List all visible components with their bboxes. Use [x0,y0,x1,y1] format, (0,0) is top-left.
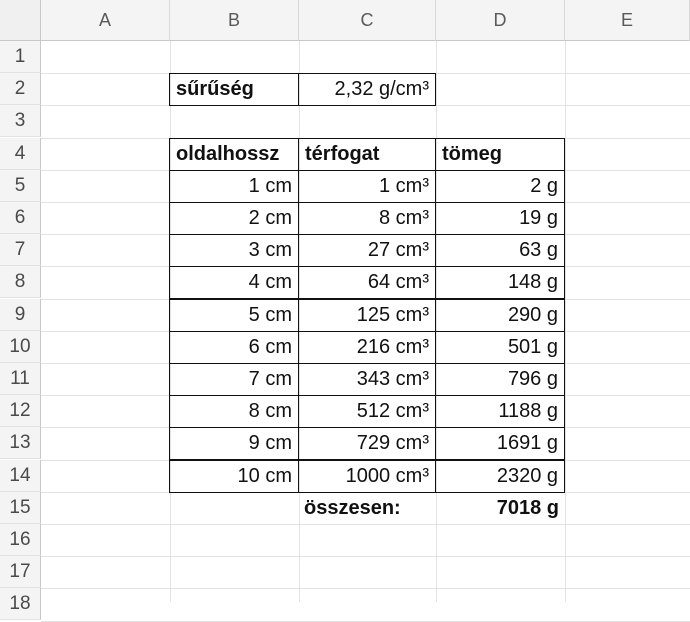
volume-cell[interactable]: 8 cm³ [298,202,436,235]
column-header-b[interactable]: B [170,0,299,41]
mass-cell[interactable]: 2320 g [435,460,565,493]
row-header-8[interactable]: 8 [0,266,41,298]
row-header-12[interactable]: 12 [0,395,41,427]
total-value-cell[interactable]: 7018 g [496,496,559,519]
side-length-cell[interactable]: 1 cm [169,170,299,203]
column-header-c[interactable]: C [299,0,436,41]
volume-cell[interactable]: 343 cm³ [298,363,436,396]
volume-cell[interactable]: 729 cm³ [298,427,436,460]
row-header-16[interactable]: 16 [0,524,41,556]
gridline-vertical [565,41,566,602]
side-length-header[interactable]: oldalhossz [169,138,299,171]
mass-cell[interactable]: 796 g [435,363,565,396]
mass-header[interactable]: tömeg [435,138,565,171]
row-header-3[interactable]: 3 [0,105,41,137]
column-header-a[interactable]: A [41,0,170,41]
volume-cell[interactable]: 27 cm³ [298,234,436,267]
volume-cell[interactable]: 216 cm³ [298,331,436,364]
column-header-e[interactable]: E [565,0,690,41]
volume-cell[interactable]: 1 cm³ [298,170,436,203]
side-length-cell[interactable]: 10 cm [169,460,299,493]
row-header-5[interactable]: 5 [0,170,41,202]
row-header-2[interactable]: 2 [0,73,41,105]
side-length-cell[interactable]: 6 cm [169,331,299,364]
row-header-7[interactable]: 7 [0,234,41,266]
side-length-cell[interactable]: 9 cm [169,427,299,460]
side-length-cell[interactable]: 2 cm [169,202,299,235]
mass-cell[interactable]: 2 g [435,170,565,203]
row-header-14[interactable]: 14 [0,460,41,492]
gridline-horizontal [41,588,690,589]
row-header-15[interactable]: 15 [0,492,41,524]
side-length-cell[interactable]: 4 cm [169,266,299,299]
mass-cell[interactable]: 1188 g [435,395,565,428]
row-header-4[interactable]: 4 [0,138,41,170]
row-header-18[interactable]: 18 [0,588,41,620]
row-header-9[interactable]: 9 [0,299,41,331]
volume-cell[interactable]: 125 cm³ [298,299,436,332]
mass-cell[interactable]: 1691 g [435,427,565,460]
density-label-cell[interactable]: sűrűség [169,73,299,106]
volume-cell[interactable]: 64 cm³ [298,266,436,299]
select-all-corner[interactable] [0,0,41,41]
mass-cell[interactable]: 63 g [435,234,565,267]
mass-cell[interactable]: 501 g [435,331,565,364]
row-header-13[interactable]: 13 [0,427,41,459]
volume-header[interactable]: térfogat [298,138,436,171]
row-header-17[interactable]: 17 [0,556,41,588]
mass-cell[interactable]: 148 g [435,266,565,299]
row-header-11[interactable]: 11 [0,363,41,395]
density-value-cell[interactable]: 2,32 g/cm³ [298,73,436,106]
side-length-cell[interactable]: 8 cm [169,395,299,428]
row-header-6[interactable]: 6 [0,202,41,234]
volume-cell[interactable]: 512 cm³ [298,395,436,428]
side-length-cell[interactable]: 3 cm [169,234,299,267]
row-header-10[interactable]: 10 [0,331,41,363]
total-label-cell[interactable]: összesen: [304,496,401,519]
row-header-1[interactable]: 1 [0,41,41,73]
side-length-cell[interactable]: 5 cm [169,299,299,332]
mass-cell[interactable]: 290 g [435,299,565,332]
gridline-horizontal [41,556,690,557]
mass-cell[interactable]: 19 g [435,202,565,235]
column-header-d[interactable]: D [436,0,565,41]
side-length-cell[interactable]: 7 cm [169,363,299,396]
volume-cell[interactable]: 1000 cm³ [298,460,436,493]
